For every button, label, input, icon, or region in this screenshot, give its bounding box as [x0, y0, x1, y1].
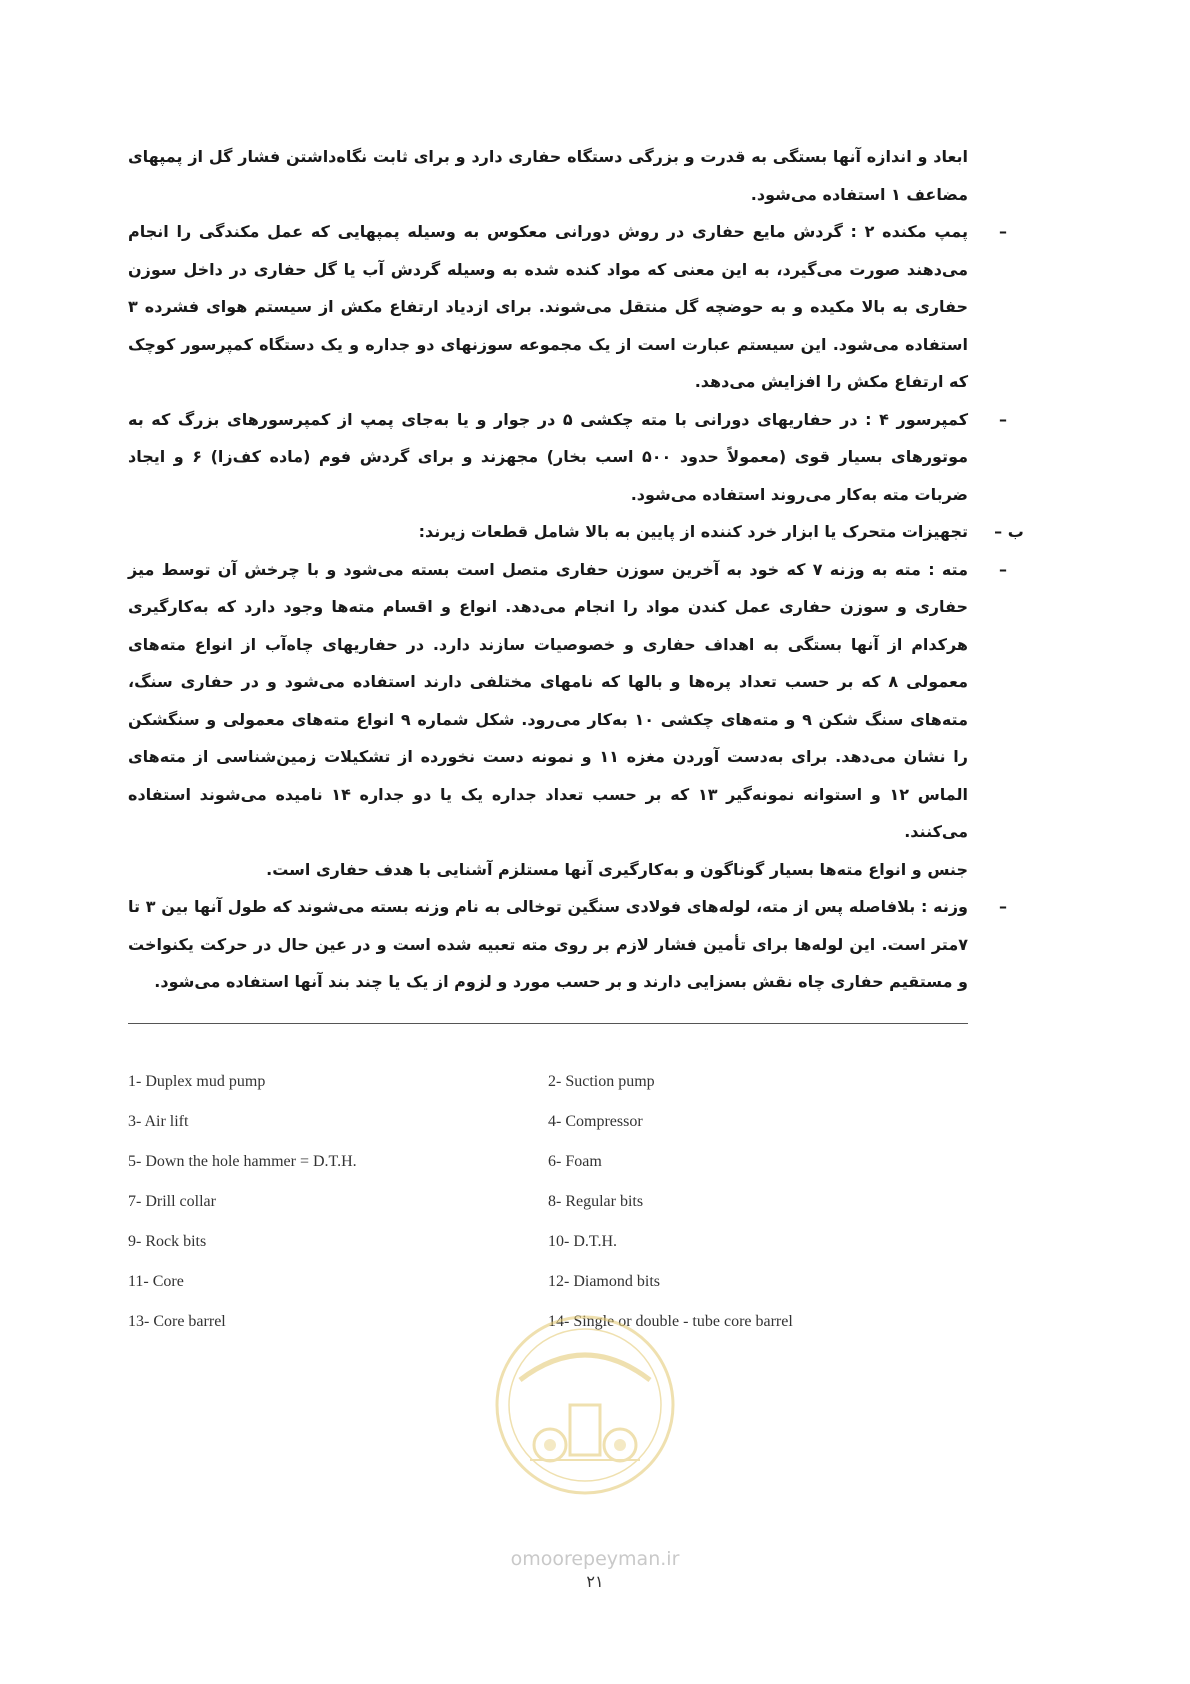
bullet-marker: – [999, 897, 1007, 916]
footnote: 5- Down the hole hammer = D.T.H. [128, 1153, 357, 1170]
footnote: 2- Suction pump [548, 1073, 655, 1090]
paragraph-text: تجهیزات متحرک یا ابزار خرد کننده از پایین به بالا شامل قطعات زیرند: [418, 522, 968, 541]
footnote: 7- Drill collar [128, 1193, 216, 1210]
footnote: 10- D.T.H. [548, 1233, 618, 1250]
footnote: 12- Diamond bits [548, 1273, 660, 1290]
footnote: 4- Compressor [548, 1113, 643, 1130]
paragraph-drill-collar [128, 888, 1007, 1001]
paragraph-intro [128, 138, 968, 213]
website-watermark: omoorepeyman.ir [510, 1548, 680, 1570]
footnote: 11- Core [128, 1273, 184, 1290]
section-marker: ب – [994, 522, 1024, 541]
paragraph-bit-types [128, 851, 968, 889]
paragraph-bit [128, 551, 1007, 851]
paragraph-text: وزنه : بلافاصله پس از مته، لوله‌های فولادی سنگین توخالی به نام وزنه بسته می‌شوند که طول آنها بین ۳ تا ۷متر است. این لوله‌ها برای تأمین فشار لازم بر روی مته تعبیه شده است و در عین حال در حرکت یکنواخت و مستقیم حفاری چاه نقش بسزایی دارند و بر حسب مورد و لزوم از یک یا چند بند آنها استفاده می‌شود. [128, 897, 968, 991]
paragraph-text: جنس و انواع مته‌ها بسیار گوناگون و به‌کارگیری آنها مستلزم آشنایی با هدف حفاری است. [266, 859, 968, 879]
footnote: 3- Air lift [128, 1113, 189, 1130]
footnote-row [128, 1062, 988, 1102]
footnote-row [128, 1222, 988, 1262]
main-text [128, 138, 1024, 1001]
paragraph-suction-pump [128, 213, 1007, 401]
footnote: 13- Core barrel [128, 1313, 226, 1330]
footnote: 6- Foam [548, 1153, 602, 1170]
bullet-marker: – [999, 409, 1007, 429]
footnote: 8- Regular bits [548, 1193, 644, 1210]
footnote-divider [128, 1023, 968, 1024]
footnote-row [128, 1302, 988, 1342]
bullet-marker: – [999, 559, 1007, 579]
paragraph-section-b [128, 513, 1024, 551]
footnotes [128, 1062, 988, 1342]
footnote: 14- Single or double - tube core barrel [548, 1313, 793, 1330]
footnote-row [128, 1142, 988, 1182]
footnote-row [128, 1262, 988, 1302]
page-number: ۲۱ [586, 1572, 604, 1591]
bullet-marker: – [999, 222, 1007, 241]
footnote: 9- Rock bits [128, 1233, 207, 1250]
paragraph-text: کمپرسور ۴ : در حفاریهای دورانی با مته چکشی ۵ در جوار و یا به‌جای پمپ از کمپرسورهای بزرگ که به موتورهای بسیار قوی (معمولاً حدود ۵۰۰ اسب بخار) مجهزند و برای گردش فوم (ماده کف‌زا) ۶ و ایجاد ضربات مته به‌کار می‌روند استفاده می‌شود. [128, 409, 969, 504]
footnote-row [128, 1102, 988, 1142]
footnote-row [128, 1182, 988, 1222]
paragraph-text: مته : مته به وزنه ۷ که خود به آخرین سوزن حفاری متصل است بسته می‌شود و با چرخش آن توسط میز حفاری و سوزن حفاری عمل کندن مواد را انجام می‌دهد. انواع و اقسام مته‌ها وجود دارد که به‌کارگیری هرکدام از آنها بستگی به اهداف حفاری و خصوصیات سازند دارد. در حفاریهای چاه‌آب از انواع مته‌های معمولی ۸ که بر حسب تعداد پره‌ها و بالها که نامهای مختلفی دارند استفاده می‌شود و در حفاری سنگ، مته‌های سنگ شکن ۹ و مته‌های چکشی ۱۰ به‌کار می‌رود. شکل شماره ۹ انواع مته‌های معمولی و سنگشکن را نشان می‌دهد. برای به‌دست آوردن مغزه ۱۱ و نمونه دست نخورده از تشکیلات زمین‌شناسی از مته‌های الماس ۱۲ و استوانه نمونه‌گیر ۱۳ که بر حسب تعداد جداره یک یا دو جداره ۱۴ نامیده می‌شوند استفاده می‌کنند. [128, 559, 969, 841]
paragraph-compressor [128, 401, 1007, 514]
paragraph-text: ابعاد و اندازه آنها بستگی به قدرت و بزرگی دستگاه حفاری دارد و برای ثابت نگاه‌داشتن فشار گل از پمپهای مضاعف ۱ استفاده می‌شود. [128, 147, 968, 204]
paragraph-text: پمپ مکنده ۲ : گردش مایع حفاری در روش دورانی معکوس به وسیله پمپهایی که عمل مکندگی را انجام می‌دهند صورت می‌گیرد، به این معنی که مواد کنده شده به وسیله گردش آب یا گل حفاری در داخل سوزن حفاری به بالا مکیده و به حوضچه گل منتقل می‌شوند. برای ازدیاد ارتفاع مکش از سیستم هوای فشرده ۳ استفاده می‌شود. این سیستم عبارت است از یک مجموعه سوزنهای دو جداره و یک دستگاه کمپرسور کوچک که ارتفاع مکش را افزایش می‌دهد. [128, 222, 968, 391]
footnote: 1- Duplex mud pump [128, 1073, 266, 1090]
